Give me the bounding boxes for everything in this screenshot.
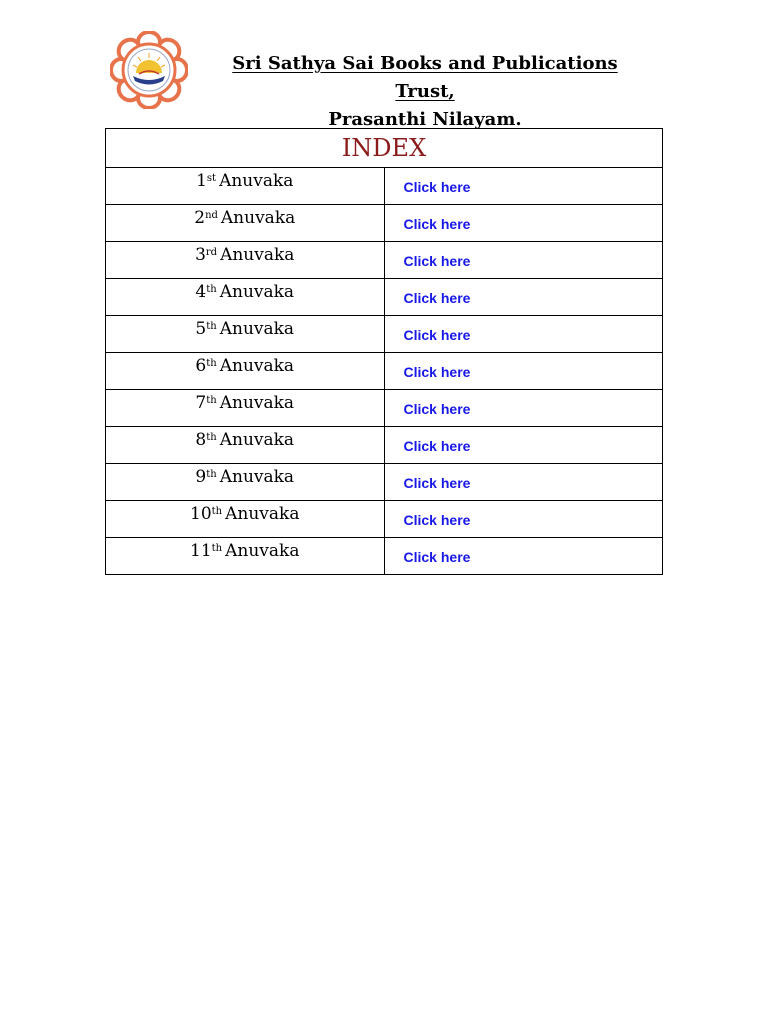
index-row (106, 353, 663, 390)
index-row (106, 427, 663, 464)
click-here-link[interactable]: Click here (384, 501, 663, 538)
ordinal-suffix: th (206, 395, 217, 406)
click-here-link[interactable]: Click here (384, 242, 663, 279)
ordinal-suffix: th (206, 358, 217, 369)
anuvaka-number: 11 (190, 541, 212, 561)
anuvaka-label (106, 501, 385, 538)
click-here-link[interactable]: Click here (384, 316, 663, 353)
click-here-link[interactable]: Click here (384, 279, 663, 316)
anuvaka-text: Anuvaka (219, 319, 295, 339)
index-row (106, 538, 663, 575)
anuvaka-text: Anuvaka (225, 541, 300, 561)
anuvaka-number: 3 (195, 245, 206, 265)
index-row (106, 279, 663, 316)
ordinal-suffix: st (206, 173, 217, 184)
anuvaka-label (106, 279, 385, 316)
publisher-name: Sri Sathya Sai Books and Publications Trust, (232, 53, 618, 102)
anuvaka-number: 10 (190, 504, 212, 524)
ordinal-suffix: nd (205, 210, 218, 221)
index-row (106, 205, 663, 242)
click-here-link[interactable]: Click here (384, 464, 663, 501)
ordinal-suffix: th (206, 432, 217, 443)
index-table (105, 128, 663, 575)
index-row (106, 390, 663, 427)
anuvaka-number: 9 (195, 467, 207, 487)
ordinal-suffix: th (206, 284, 217, 295)
ordinal-suffix: th (206, 321, 217, 332)
anuvaka-text: Anuvaka (219, 467, 295, 487)
anuvaka-label (106, 168, 385, 205)
anuvaka-text: Anuvaka (225, 504, 300, 524)
ordinal-suffix: rd (205, 247, 218, 258)
anuvaka-label (106, 316, 385, 353)
anuvaka-label (106, 353, 385, 390)
click-here-link[interactable]: Click here (384, 168, 663, 205)
index-row (106, 501, 663, 538)
anuvaka-number: 2 (194, 208, 206, 228)
anuvaka-number: 5 (195, 319, 207, 339)
click-here-link[interactable]: Click here (384, 390, 663, 427)
click-here-link[interactable]: Click here (384, 427, 663, 464)
anuvaka-label (106, 464, 385, 501)
anuvaka-text: Anuvaka (219, 393, 295, 413)
anuvaka-number: 4 (195, 282, 207, 302)
ordinal-suffix: th (206, 469, 217, 480)
index-row (106, 242, 663, 279)
anuvaka-number: 1 (196, 171, 207, 191)
click-here-link[interactable]: Click here (384, 538, 663, 575)
index-title-row (106, 129, 663, 168)
anuvaka-text: Anuvaka (220, 245, 295, 265)
publisher-location: Prasanthi Nilayam. (328, 109, 522, 130)
trust-logo (110, 31, 188, 109)
anuvaka-number: 8 (195, 430, 207, 450)
click-here-link[interactable]: Click here (384, 205, 663, 242)
anuvaka-number: 7 (195, 393, 207, 413)
anuvaka-text: Anuvaka (220, 208, 296, 228)
anuvaka-number: 6 (195, 356, 207, 376)
ordinal-suffix: th (211, 506, 223, 517)
index-title: INDEX (106, 129, 663, 168)
anuvaka-label (106, 427, 385, 464)
anuvaka-text: Anuvaka (219, 171, 294, 191)
anuvaka-label (106, 390, 385, 427)
index-row (106, 464, 663, 501)
ordinal-suffix: th (211, 543, 223, 554)
anuvaka-label (106, 242, 385, 279)
lotus-emblem-logo (110, 31, 188, 109)
anuvaka-text: Anuvaka (219, 356, 295, 376)
anuvaka-label (106, 205, 385, 242)
anuvaka-label (106, 538, 385, 575)
click-here-link[interactable]: Click here (384, 353, 663, 390)
anuvaka-text: Anuvaka (219, 430, 295, 450)
anuvaka-text: Anuvaka (219, 282, 295, 302)
index-row (106, 168, 663, 205)
index-row (106, 316, 663, 353)
publisher-heading (200, 50, 650, 134)
